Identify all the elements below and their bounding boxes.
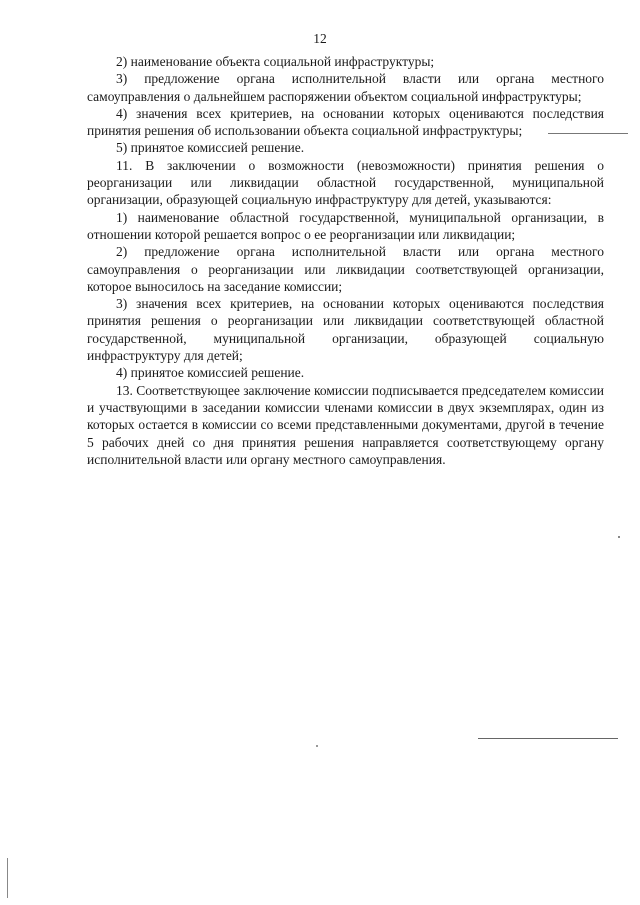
scan-artifact-edge: [7, 858, 8, 898]
paragraph-clause-11-item-4: 4) принятое комиссией решение.: [116, 365, 305, 381]
paragraph-clause-11-item-2: 2) предложение органа исполнительной власти или органа местного самоуправления о реорганизации или ликвидации соответствующей организации, которое выносилось на заседание комиссии;: [87, 244, 604, 294]
paragraph-item-3: 3) предложение органа исполнительной власти или органа местного самоуправления о дальнейшем распоряжении объектом социальной инфраструктуры;: [87, 71, 604, 104]
scan-artifact-dot: [618, 536, 620, 538]
paragraph-item-2: 2) наименование объекта социальной инфраструктуры;: [116, 54, 435, 69]
scan-artifact-line: [478, 738, 618, 739]
scan-artifact-dot: [316, 745, 318, 747]
paragraph-clause-11-item-3: 3) значения всех критериев, на основании которых оцениваются последствия принятия решения о реорганизации или ликвидации соответствующей областной государственной, муниципальной организации, образующей социальную инфраструктуру для детей;: [87, 296, 604, 364]
paragraph-item-5: 5) принятое комиссией решение.: [116, 140, 305, 156]
scan-artifact-line: [548, 133, 628, 134]
page-number: 12: [313, 31, 327, 46]
paragraph-clause-13: 13. Соответствующее заключение комиссии подписывается председателем комиссии и участвующими в заседании комиссии членами комиссии в двух экземплярах, один из которых остается в комиссии со всеми представленными документами, другой в течение 5 рабочих дней со дня принятия решения направляется соответствующему органу исполнительной власти или органу местного самоуправления.: [87, 382, 604, 467]
paragraph-clause-11-item-1: 1) наименование областной государственной, муниципальной организации, в отношении которой решается вопрос о ее реорганизации или ликвидации;: [87, 209, 604, 242]
paragraph-item-4: 4) значения всех критериев, на основании которых оцениваются последствия принятия решения об использовании объекта социальной инфраструктуры;: [87, 105, 604, 139]
document-body: [87, 53, 604, 468]
paragraph-clause-11: 11. В заключении о возможности (невозможности) принятия решения о реорганизации или ликвидации областной государственной, муниципальной организации, образующей социальную инфраструктуру для детей, указываются:: [87, 157, 604, 208]
